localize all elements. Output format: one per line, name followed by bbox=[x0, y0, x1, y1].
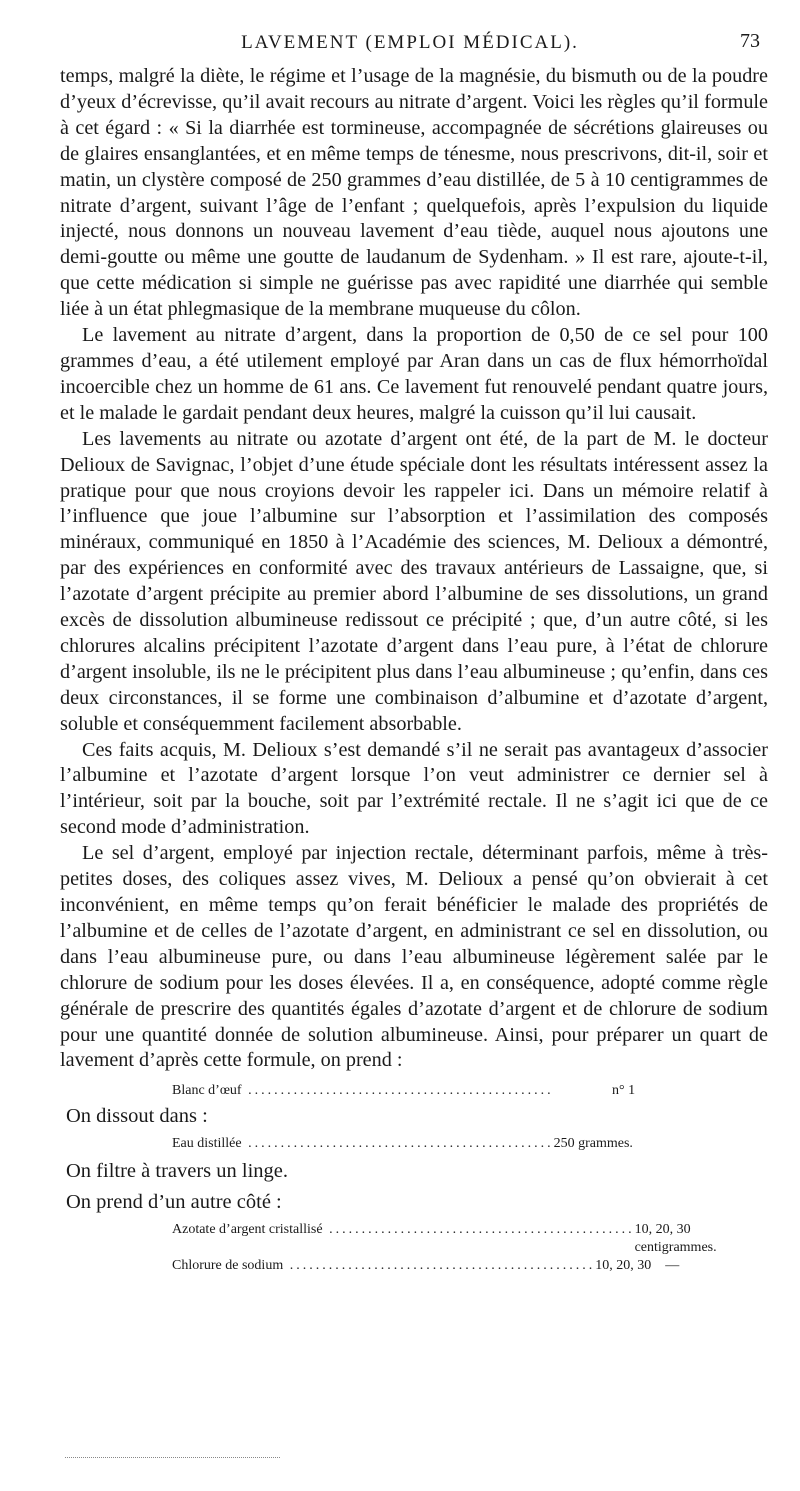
leader-dots: ............................................... bbox=[322, 1222, 635, 1238]
ingredient-quantity: 250 grammes. bbox=[553, 1136, 633, 1152]
ingredient-name: Eau distillée bbox=[172, 1136, 242, 1152]
formula bbox=[60, 1082, 768, 1275]
ingredient-quantity: 10, 20, 30 centigrammes. bbox=[634, 1222, 717, 1256]
leader-dots: ............................................... bbox=[283, 1258, 596, 1274]
ingredient-name: Chlorure de sodium bbox=[172, 1258, 284, 1274]
paragraph-continuation: temps, malgré la diète, le régime et l’usage de la magnésie, du bismuth ou de la poudre d’yeux d’écrevisse, qu’il avait recours au nitrate d’argent. Voici les règles qu’il formule à cet égard : « Si la diarrhée est tormineuse, accompagnée de sécrétions glaireuses ou de glaires ensanglantées, et en même temps de ténesme, nous prescrivons, dit-il, soir et matin, un clystère composé de 250 grammes d’eau distillée, de 5 à 10 centigrammes de nitrate d’argent, suivant l’âge de l’enfant ; quelquefois, après l’expulsion du liquide injecté, nous donnons un nouveau lavement d’eau tiède, auquel nous ajoutons une demi-goutte ou même une goutte de laudanum de Sydenham. » Il est rare, ajoute-t-il, que cette médication si simple ne guérisse pas avec rapidité une diarrhée qui semble liée à un état phlegmasique de la membrane muqueuse du côlon. bbox=[60, 65, 768, 321]
running-head: LAVEMENT (EMPLOI MÉDICAL). bbox=[241, 32, 579, 53]
formula-item-silver-nitrate bbox=[172, 1221, 717, 1257]
footer-rule bbox=[65, 1457, 280, 1458]
page-number: 73 bbox=[740, 30, 760, 52]
formula-item-egg-white bbox=[172, 1082, 642, 1100]
leader-dots: ............................................... bbox=[241, 1136, 554, 1152]
ingredient-quantity: 10, 20, 30 — bbox=[595, 1258, 680, 1274]
formula-item-sodium-chloride bbox=[172, 1257, 680, 1275]
formula-step-filter: On filtre à travers un linge. bbox=[66, 1160, 289, 1183]
formula-block-2 bbox=[172, 1135, 652, 1153]
formula-block-1 bbox=[172, 1082, 642, 1100]
leader-dots: ............................................... bbox=[241, 1083, 554, 1099]
ingredient-quantity: n° 1 bbox=[612, 1083, 636, 1099]
paragraph-delioux-question: Ces faits acquis, M. Delioux s’est demandé s’il ne serait pas avantageux d’associer l’albumine et l’azotate d’argent lorsque l’on veut administrer ce dernier sel à l’intérieur, soit par la bouche, soit par l’extrémité rectale. Il ne s’agit ici que de ce second mode d’administration. bbox=[60, 738, 768, 839]
formula-item-distilled-water bbox=[172, 1135, 652, 1153]
formula-step-other-side: On prend d’un autre côté : bbox=[66, 1191, 282, 1214]
paragraph-rectal-injection: Le sel d’argent, employé par injection rectale, déterminant parfois, même à très-petites doses, des coliques assez vives, M. Delioux a pensé qu’on obvierait à cet inconvénient, en même temps qu’on ferait bénéficier le malade des propriétés de l’albumine et de celles de l’azotate d’argent, en administrant ce sel en dissolution, ou dans l’eau albumineuse pure, ou dans l’eau albumineuse légèrement salée par le chlorure de sodium pour les doses élevées. Il a, en conséquence, adopté comme règle générale de prescrire des quantités égales d’azotate d’argent et de chlorure de sodium pour une quantité donnée de solution albumineuse. Ainsi, pour préparer un quart de lavement d’après cette formule, on prend : bbox=[60, 842, 768, 1072]
paragraph-aran: Le lavement au nitrate d’argent, dans la proportion de 0,50 de ce sel pour 100 grammes d’eau, a été utilement employé par Aran dans un cas de flux hémorrhoïdal incoercible chez un homme de 61 ans. Ce lavement fut renouvelé pendant quatre jours, et le malade le gardait pendant deux heures, malgré la cuisson qu’il lui causait. bbox=[60, 324, 768, 424]
formula-step-dissolve: On dissout dans : bbox=[66, 1105, 208, 1128]
page-header bbox=[60, 30, 760, 60]
paragraph-delioux-study: Les lavements au nitrate ou azotate d’argent ont été, de la part de M. le docteur Delioux de Savignac, l’objet d’une étude spéciale dont les résultats intéressent assez la pratique pour que nous croyions devoir les rappeler ici. Dans un mémoire relatif à l’influence que joue l’albumine sur l’absorption et l’assimilation des composés minéraux, communiqué en 1850 à l’Académie des sciences, M. Delioux a démontré, par des expériences en conformité avec des travaux antérieurs de Lassaigne, que, si l’azotate d’argent précipite au premier abord l’albumine de ses dissolutions, un grand excès de dissolution albumineuse redissout ce précipité ; que, d’un autre côté, si les chlorures alcalins précipitent l’azotate d’argent dans l’eau pure, à l’état de chlorure d’argent insoluble, ils ne le précipitent plus dans l’eau albumineuse ; qu’enfin, dans ces deux circonstances, il se forme une combinaison d’albumine et d’azotate d’argent, soluble et conséquemment facilement absorbable. bbox=[60, 427, 768, 735]
ingredient-name: Blanc d’œuf bbox=[172, 1083, 242, 1099]
ingredient-name: Azotate d’argent cristallisé bbox=[172, 1222, 323, 1238]
body-text bbox=[60, 64, 768, 1275]
formula-block-3 bbox=[172, 1221, 717, 1275]
